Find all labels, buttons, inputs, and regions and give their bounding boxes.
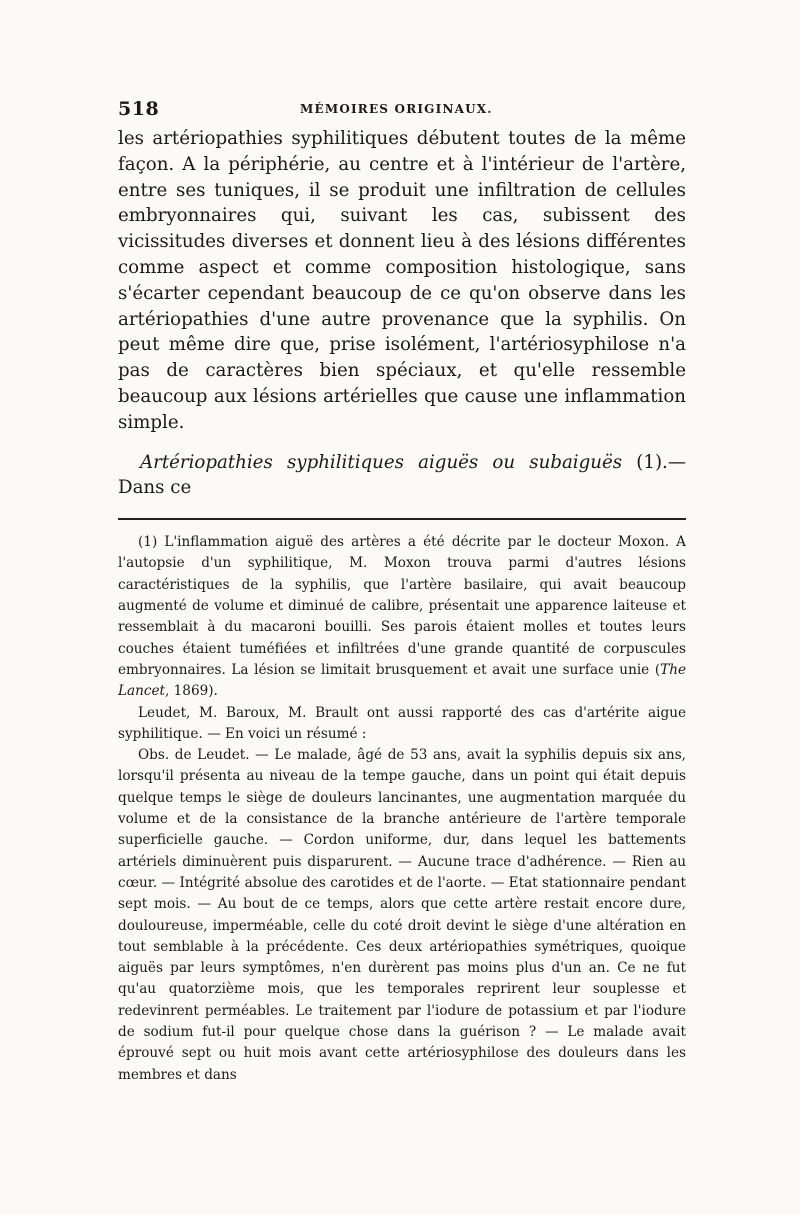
footnote-paragraph: Leudet, M. Baroux, M. Brault ont aussi rapporté des cas d'artérite aigue syphilitique. — En voici un résumé : — [118, 704, 686, 742]
footnote-1-text: (1) L'inflammation aiguë des artères a été décrite par le docteur Moxon. A l'autopsie d'un syphilitique, M. Moxon trouva parmi d'autres lésions caractéristiques de la syphilis, que l'artère basilaire, qui avait beaucoup augmenté de volume et diminué de calibre, présentait une apparence laiteuse et ressemblait à du macaroni bouilli. Ses parois étaient molles et toutes leurs couches étaient tuméfiées et infiltrées d'une grande quantité de corpuscules embryonnaires. La lésion se limitait brusquement et avait une surface unie ( — [118, 534, 686, 678]
body-paragraph: les artériopathies syphilitiques débutent toutes de la même façon. A la périphérie, au centre et à l'intérieur de l'artère, entre ses tuniques, il se produit une infiltration de cellules embryonnaires qui, suivant les cas, subissent des vicissitudes diverses et donnent lieu à des lésions différentes comme aspect et comme composition histologique, sans s'écarter cependant beaucoup de ce qu'on observe dans les artériopathies d'une autre provenance que la syphilis. On peut même dire que, prise isolément, l'artériosyphilose n'a pas de caractères bien spéciaux, et qu'elle ressemble beaucoup aux lésions artérielles que cause une inflammation simple. — [118, 128, 686, 433]
footnote-divider — [118, 518, 686, 520]
page-number: 518 — [118, 98, 160, 120]
section-paragraph-text: (1).—Dans ce — [118, 451, 687, 499]
footnote-1 — [118, 532, 686, 702]
running-title: MÉMOIRES ORIGINAUX. — [300, 102, 493, 116]
footnotes — [118, 532, 686, 1086]
footnote-observation: Obs. de Leudet. — Le malade, âgé de 53 ans, avait la syphilis depuis six ans, lorsqu'il présenta au niveau de la tempe gauche, dans un point qui était depuis quelque temps le siège de douleurs lancinantes, une augmentation marquée du volume et de la consistance de la branche antérieure de l'artère temporale superficielle gauche. — Cordon uniforme, dur, dans lequel les battements artériels diminuèrent puis disparurent. — Aucune trace d'adhérence. — Rien au cœur. — Intégrité absolue des carotides et de l'aorte. — Etat stationnaire pendant sept mois. — Au bout de ce temps, alors que cette artère restait encore dure, douloureuse, imperméable, celle du coté droit devint le siège d'une altération en tout semblable à la précédente. Ces deux artériopathies symétriques, quoique aiguës par leurs symptômes, n'en durèrent pas moins plus d'un an. Ce ne fut qu'au quatorzième mois, que les temporales reprirent leur souplesse et redevinrent perméables. Le traitement par l'iodure de potassium et par l'iodure de sodium fut-il pour quelque chose dans la guérison ? — Le malade avait éprouvé sept ou huit mois avant cette artériosyphilose des douleurs dans les membres et dans — [118, 747, 686, 1083]
main-text — [118, 126, 686, 501]
section-paragraph — [118, 450, 686, 502]
footnote-1-end: , 1869). — [165, 683, 218, 700]
book-page — [118, 98, 686, 1086]
section-title: Artériopathies syphilitiques aiguës ou subaiguës — [140, 451, 623, 473]
running-head — [118, 98, 686, 122]
footnote-citation: The Lancet — [118, 661, 686, 700]
